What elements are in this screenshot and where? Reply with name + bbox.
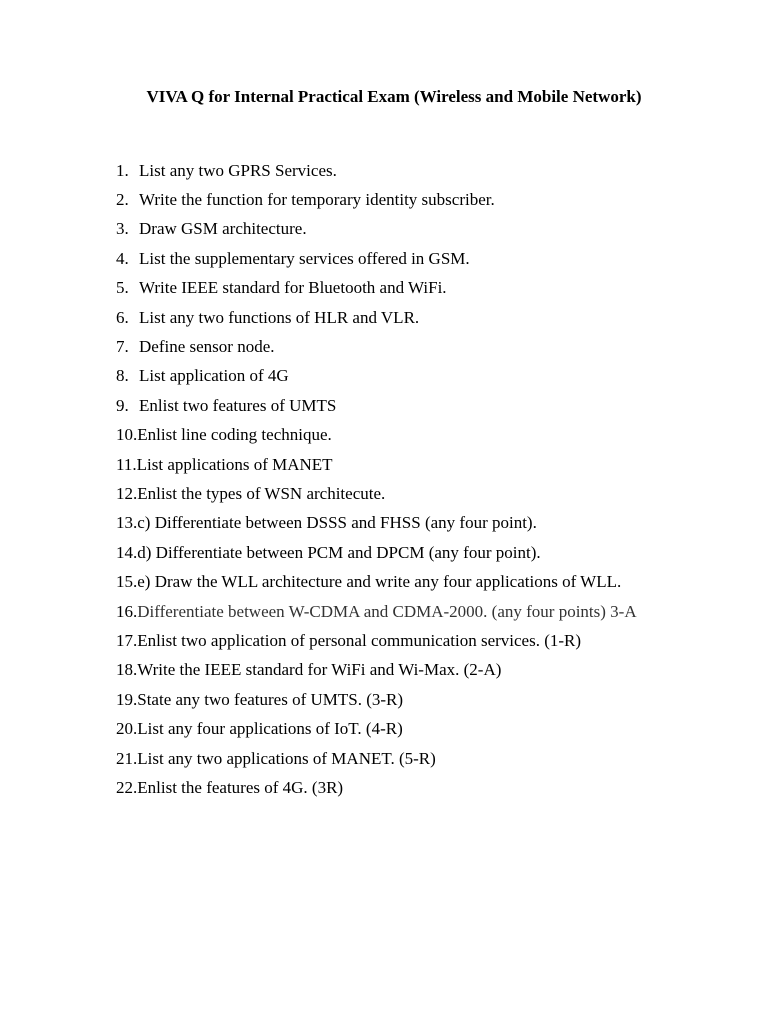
question-text: List the supplementary services offered in GSM.: [139, 248, 470, 268]
question-text: Differentiate between W-CDMA and CDMA-2000. (any four points) 3-A: [137, 601, 637, 621]
question-text: List any two functions of HLR and VLR.: [139, 307, 420, 327]
question-number: 18.: [116, 660, 138, 680]
question-item: [116, 626, 637, 655]
question-number: 9.: [116, 395, 129, 415]
question-number: 10.: [116, 425, 138, 445]
question-number: 6.: [116, 307, 129, 327]
question-item: [116, 509, 637, 538]
question-number: 17.: [116, 630, 138, 650]
question-number: 8.: [116, 366, 129, 386]
question-text: Enlist two application of personal communication services. (1-R): [137, 630, 582, 650]
question-number: 1.: [116, 160, 129, 180]
question-item: [116, 773, 637, 802]
question-number: 14.: [116, 542, 138, 562]
question-list: [116, 156, 637, 803]
question-item: [116, 303, 637, 332]
question-item: [116, 391, 637, 420]
question-item: [116, 597, 637, 626]
question-text: d) Differentiate between PCM and DPCM (any four point).: [137, 542, 541, 562]
question-item: [116, 185, 637, 214]
question-number: 5.: [116, 278, 129, 298]
question-number: 19.: [116, 689, 138, 709]
question-number: 21.: [116, 748, 138, 768]
question-number: 22.: [116, 777, 138, 797]
question-number: 15.: [116, 572, 138, 592]
question-number: 3.: [116, 219, 129, 239]
question-text: Write the IEEE standard for WiFi and Wi-Max. (2-A): [137, 660, 502, 680]
question-text: Enlist the features of 4G. (3R): [137, 777, 344, 797]
question-item: [116, 274, 637, 303]
question-text: State any two features of UMTS. (3-R): [137, 689, 404, 709]
question-text: c) Differentiate between DSSS and FHSS (any four point).: [137, 513, 537, 533]
question-number: 4.: [116, 248, 129, 268]
question-text: List any two GPRS Services.: [139, 160, 337, 180]
question-text: Write IEEE standard for Bluetooth and WiFi.: [139, 278, 447, 298]
question-item: [116, 714, 637, 743]
question-number: 20.: [116, 719, 138, 739]
question-text: Enlist the types of WSN architecute.: [137, 483, 386, 503]
question-text: List any two applications of MANET. (5-R): [137, 748, 436, 768]
question-text: Enlist line coding technique.: [137, 425, 332, 445]
question-text: List any four applications of IoT. (4-R): [137, 719, 403, 739]
question-text: Draw GSM architecture.: [139, 219, 307, 239]
question-text: Define sensor node.: [139, 337, 275, 357]
question-item: [116, 156, 637, 185]
question-item: [116, 450, 637, 479]
question-item: [116, 567, 637, 596]
question-text: e) Draw the WLL architecture and write any four applications of WLL.: [137, 572, 622, 592]
question-item: [116, 244, 637, 273]
question-item: [116, 421, 637, 450]
question-text: List applications of MANET: [136, 454, 333, 474]
question-text: List application of 4G: [139, 366, 289, 386]
question-number: 11.: [116, 454, 137, 474]
question-number: 12.: [116, 483, 138, 503]
question-item: [116, 656, 637, 685]
question-text: Write the function for temporary identity subscriber.: [139, 190, 495, 210]
question-number: 7.: [116, 337, 129, 357]
question-item: [116, 215, 637, 244]
question-item: [116, 332, 637, 361]
question-item: [116, 744, 637, 773]
document-title: VIVA Q for Internal Practical Exam (Wireless and Mobile Network): [146, 87, 642, 106]
question-item: [116, 362, 637, 391]
question-number: 13.: [116, 513, 138, 533]
question-text: Enlist two features of UMTS: [139, 395, 337, 415]
question-number: 16.: [116, 601, 138, 621]
question-number: 2.: [116, 190, 129, 210]
question-item: [116, 685, 637, 714]
question-item: [116, 538, 637, 567]
question-item: [116, 479, 637, 508]
